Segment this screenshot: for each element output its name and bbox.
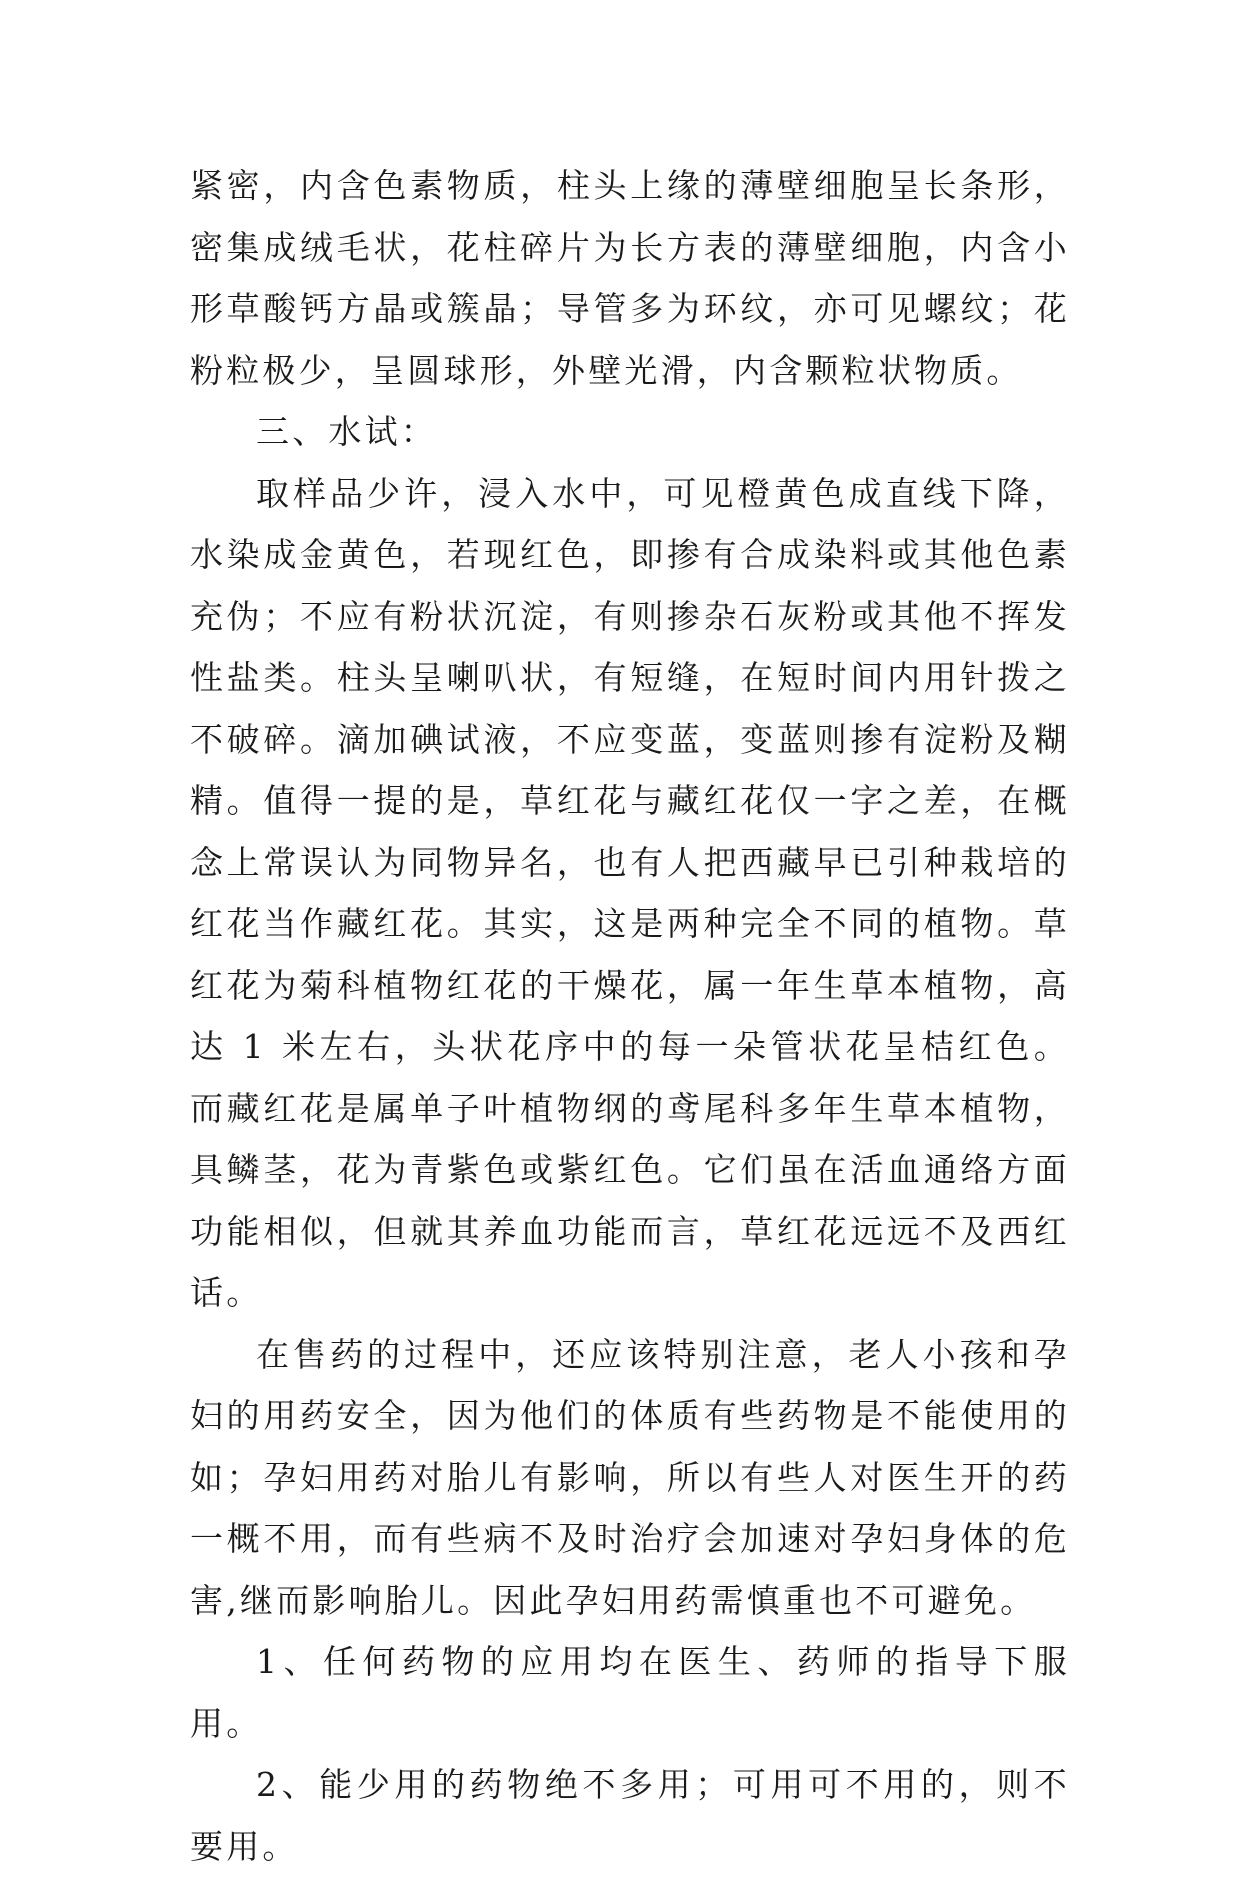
list-item-1: 1、任何药物的应用均在医生、药师的指导下服用。 (190, 1642, 1070, 1743)
paragraph-medication-safety: 在售药的过程中，还应该特别注意，老人小孩和孕妇的用药安全，因为他们的体质有些药物是不能使用的如；孕妇用药对胎儿有影响，所以有些人对医生开的药一概不用，而有些病不及时治疗会加速对孕妇身体的危害,继而影响胎儿。因此孕妇用药需慎重也不可避免。 (190, 1334, 1070, 1620)
list-item-2: 2、能少用的药物绝不多用；可用可不用的，则不要用。 (190, 1765, 1070, 1866)
section-heading-water-test: 三、水试： (256, 412, 437, 451)
paragraph-water-test: 取样品少许，浸入水中，可见橙黄色成直线下降，水染成金黄色，若现红色，即掺有合成染料或其他色素充伪；不应有粉状沉淀，有则掺杂石灰粉或其他不挥发性盐类。柱头呈喇叭状，有短缝，在短时间内用针拨之不破碎。滴加碘试液，不应变蓝，变蓝则掺有淀粉及糊精。值得一提的是，草红花与藏红花仅一字之差，在概念上常误认为同物异名，也有人把西藏早已引种栽培的红花当作藏红花。其实，这是两种完全不同的植物。草红花为菊科植物红花的干燥花，属一年生草本植物，高达 1 米左右，头状花序中的每一朵管状花呈桔红色。而藏红花是属单子叶植物纲的鸢尾科多年生草本植物，具鳞茎，花为青紫色或紫红色。它们虽在活血通络方面功能相似，但就其养血功能而言，草红花远远不及西红话。 (190, 473, 1070, 1312)
paragraph-continuation: 紧密，内含色素物质，柱头上缘的薄壁细胞呈长条形，密集成绒毛状，花柱碎片为长方表的薄壁细胞，内含小形草酸钙方晶或簇晶；导管多为环纹，亦可见螺纹；花粉粒极少，呈圆球形，外壁光滑，内含颗粒状物质。 (190, 166, 1070, 390)
document-page (190, 155, 1070, 1877)
